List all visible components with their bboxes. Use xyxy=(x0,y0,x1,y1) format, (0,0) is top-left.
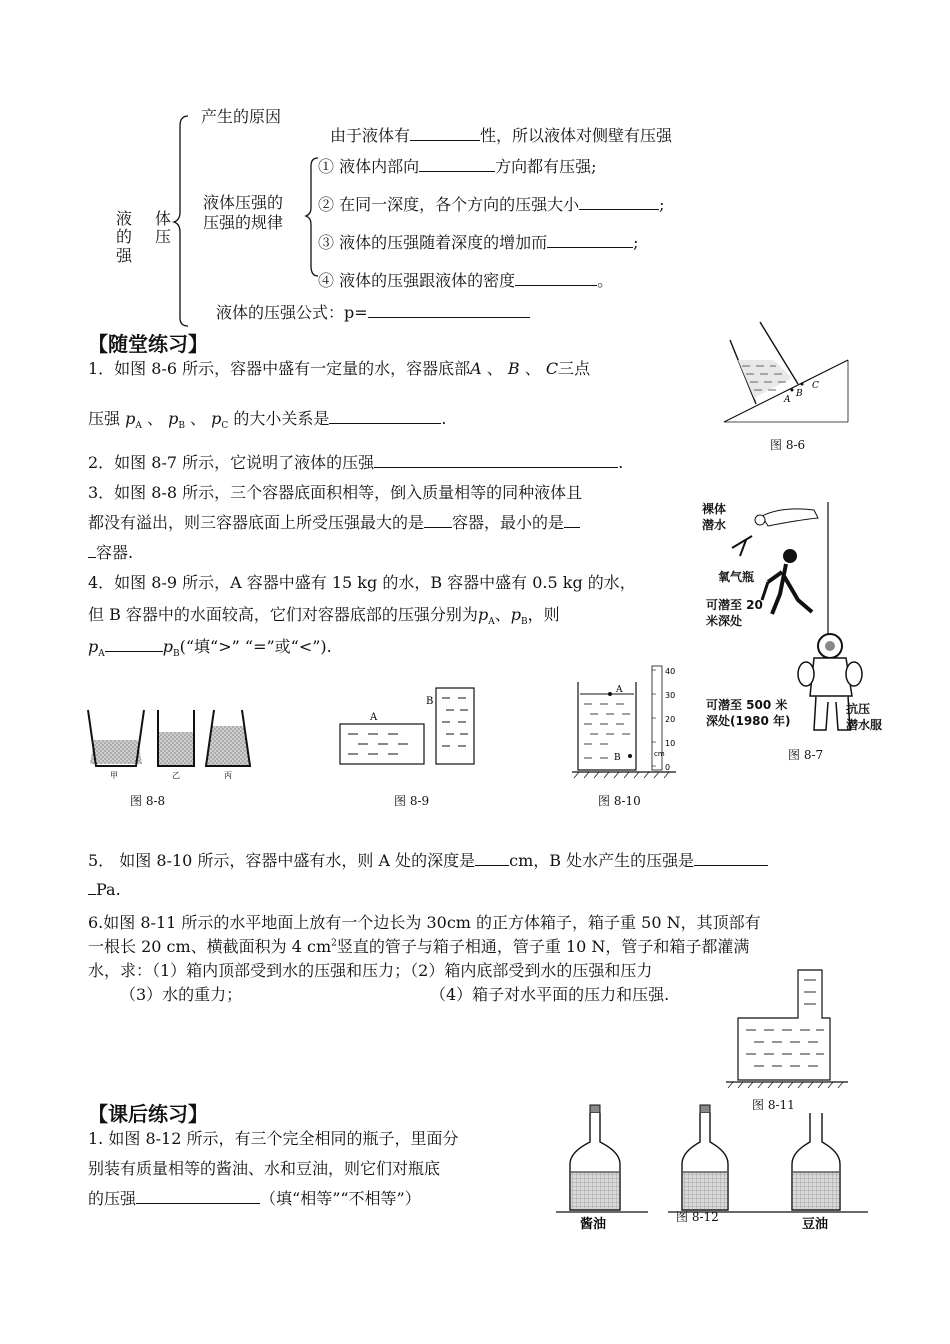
figure-8-9 xyxy=(334,684,484,770)
q1-line2: 压强 $p_A$ 、 $p_B$ 、 $p_C$ 的大小关系是 . xyxy=(88,409,447,432)
label-b: B xyxy=(614,753,621,763)
label-naked: 裸体 xyxy=(702,502,727,516)
label-pressure: 抗压 xyxy=(846,702,871,716)
label-20m-depth: 米深处 xyxy=(706,614,743,628)
law-2: ② 在同一深度，各个方向的压强大小 ; xyxy=(318,195,665,214)
label-bing: 丙 xyxy=(224,771,232,780)
outline-main-char: 液 xyxy=(116,209,133,228)
label-jia: 甲 xyxy=(110,771,118,780)
outline-main-char: 强 xyxy=(116,246,133,265)
figure-8-10 xyxy=(570,662,680,780)
label-diving: 潜水 xyxy=(702,518,727,532)
label-a: A xyxy=(370,712,378,723)
tick-30: 30 xyxy=(665,691,676,700)
figure-8-10-caption: 图 8-10 xyxy=(598,794,641,808)
q6-part3: （3）水的重力； xyxy=(120,985,243,1004)
q4-line3: $p_A$ $p_B(“$填“>” “=”或“<”). xyxy=(88,637,332,660)
law-1: ① 液体内部向 方向都有压强; xyxy=(318,157,597,176)
cause-title: 产生的原因 xyxy=(201,107,282,126)
label-bean-oil: 豆油 xyxy=(802,1217,829,1232)
outline-main-char: 的 xyxy=(116,227,133,246)
q3-line2: 都没有溢出，则三容器底面上所受压强最大的是 容器，最小的是 xyxy=(88,510,580,533)
figure-8-9-caption: 图 8-9 xyxy=(394,794,430,808)
tick-0: 0 xyxy=(665,763,671,772)
label-oxygen: 氧气瓶 xyxy=(718,570,755,584)
tick-10: 10 xyxy=(665,739,676,748)
figure-8-6-caption: 图 8-6 xyxy=(770,438,806,452)
figure-8-7-caption: 图 8-7 xyxy=(788,748,824,762)
q1-line1: 1．如图 8-6 所示，容器中盛有一定量的水，容器底部A 、 B 、 C三点 xyxy=(88,359,591,378)
label-suit: 潜水服 xyxy=(846,718,883,732)
label-yi: 乙 xyxy=(172,771,180,780)
label-1980: 深处(1980 年) xyxy=(706,714,791,728)
label-500m: 可潜至 500 米 xyxy=(706,698,788,712)
q3-line1: 3．如图 8-8 所示，三个容器底面积相等，倒入质量相等的同种液体且 xyxy=(88,483,583,502)
figure-8-6 xyxy=(716,318,856,428)
tick-40: 40 xyxy=(665,667,676,676)
q4-line1: 4．如图 8-9 所示，A 容器中盛有 15 kg 的水，B 容器中盛有 0.5 kg 的水， xyxy=(88,573,636,592)
hw1-line2: 别装有质量相等的酱油、水和豆油，则它们对瓶底 xyxy=(88,1159,441,1178)
hw1-line3: 的压强 （填“相等”“不相等”） xyxy=(88,1189,421,1208)
figure-8-8 xyxy=(86,708,256,784)
bottle-3 xyxy=(792,1113,840,1210)
q4-line2: 但 B 容器中的水面较高，它们对容器底部的压强分别为$p_A$、$p_B$，则 xyxy=(88,605,560,628)
law-title: 液体压强的 xyxy=(203,193,284,212)
label-b: B xyxy=(796,389,803,399)
law-4: ④ 液体的压强跟液体的密度 。 xyxy=(318,271,614,290)
label-a: A xyxy=(616,685,623,695)
label-c: C xyxy=(812,381,819,391)
figure-8-8-caption: 图 8-8 xyxy=(130,794,166,808)
q5-line1: 5． 如图 8-10 所示，容器中盛有水，则 A 处的深度是 cm，B 处水产生的压强是 xyxy=(88,848,768,871)
q6-part4: （4）箱子对水平面的压力和压强. xyxy=(430,985,670,1004)
label-b: B xyxy=(426,696,434,707)
unit-cm: cm xyxy=(654,750,665,758)
q6-line2: 一根长 20 cm、横截面积为 4 $cm^2$竖直的管子与箱子相通，管子重 10 N，管子和箱子都灌满 xyxy=(88,937,750,956)
bottle-2 xyxy=(682,1105,728,1210)
tick-20: 20 xyxy=(665,715,676,724)
formula: 液体的压强公式：p= xyxy=(216,300,530,323)
q3-line3: 容器. xyxy=(88,540,133,563)
outline-main-char: 体 xyxy=(155,209,172,228)
bottle-1 xyxy=(570,1105,620,1210)
q6-line3: 水，求：（1）箱内顶部受到水的压强和压力；（2）箱内底部受到水的压强和压力 xyxy=(88,961,653,980)
law-3: ③ 液体的压强随着深度的增加而 ; xyxy=(318,233,639,252)
figure-8-12-caption: 图 8-12 xyxy=(676,1210,719,1224)
q5-line2: Pa. xyxy=(88,880,121,899)
label-soy: 酱油 xyxy=(580,1217,607,1232)
law-title: 压强的规律 xyxy=(203,213,284,232)
label-a: A xyxy=(784,395,791,405)
q6-line1: 6.如图 8-11 所示的水平地面上放有一个边长为 30cm 的正方体箱子，箱子重 50 N，其顶部有 xyxy=(88,913,761,932)
figure-8-11-caption: 图 8-11 xyxy=(752,1098,795,1112)
hw1-line1: 1. 如图 8-12 所示，有三个完全相同的瓶子，里面分 xyxy=(88,1129,459,1148)
section-in-class: 【随堂练习】 xyxy=(88,332,208,356)
cause-text: 由于液体有 性，所以液体对侧壁有压强 xyxy=(330,126,673,145)
figure-8-11 xyxy=(726,966,852,1092)
q2: 2．如图 8-7 所示，它说明了液体的压强 . xyxy=(88,453,624,472)
label-20m: 可潜至 20 xyxy=(706,598,763,612)
section-after-class: 【课后练习】 xyxy=(88,1102,208,1126)
outline-main-char: 压 xyxy=(155,227,172,246)
